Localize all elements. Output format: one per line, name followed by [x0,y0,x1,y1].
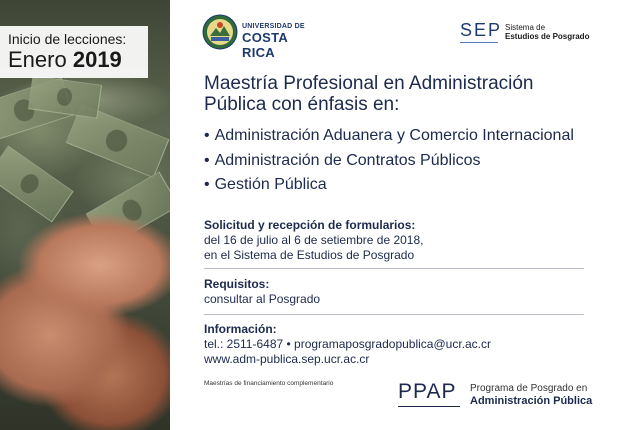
financing-footnote: Maestrías de financiamiento complementario [204,380,334,387]
ppap-logo-line2: Administración Pública [470,395,593,407]
emphasis-list [204,124,634,198]
program-title-line1: Maestría Profesional en Administración [204,73,534,94]
sep-logo-line2: Estudios de Posgrado [505,32,590,41]
handshake-hands [0,205,170,430]
program-title [204,73,624,115]
sep-logo-underline [460,42,498,43]
requirements-section [204,277,584,307]
application-section [204,218,584,263]
sep-logo-line1: Sistema de [505,23,546,32]
lesson-month: Enero [8,47,67,72]
application-place: en el Sistema de Estudios de Posgrado [204,248,415,262]
lesson-year: 2019 [72,47,122,72]
ppap-logo-underline [398,406,460,407]
requirements-text: consultar al Posgrado [204,292,321,306]
ucr-logo-line2: COSTA RICA [242,30,288,60]
sep-logo-mark: SEP [460,20,503,40]
lesson-start-box [0,26,148,78]
info-contact[interactable]: tel.: 2511-6487 • programaposgradopublica@ucr.ac.cr [204,337,491,351]
application-dates: del 16 de julio al 6 de setiembre de 2018, [204,233,424,247]
emphasis-item: • Administración de Contratos Públicos [204,149,634,174]
requirements-heading: Requisitos: [204,277,270,291]
info-heading: Información: [204,322,277,336]
emphasis-item: • Administración Aduanera y Comercio Internacional [204,124,634,149]
university-seal-icon [202,14,238,50]
program-title-line2: Pública con énfasis en: [204,94,400,115]
info-website-link[interactable]: www.adm-publica.sep.ucr.ac.cr [204,352,370,366]
info-section [204,322,584,367]
ucr-logo [202,14,314,60]
lesson-start-label: Inicio de lecciones: [8,31,127,47]
section-divider [204,268,584,269]
ppap-logo [398,379,618,415]
section-divider [204,314,584,315]
ppap-logo-mark: PPAP [398,380,457,403]
ucr-logo-line1: UNIVERSIDAD DE [242,23,305,30]
lesson-start-date [8,47,140,73]
handshake-photo [0,0,170,430]
ppap-logo-line1: Programa de Posgrado en [470,383,588,394]
sep-logo [460,20,610,50]
application-heading: Solicitud y recepción de formularios: [204,218,416,232]
emphasis-item: • Gestión Pública [204,173,634,198]
